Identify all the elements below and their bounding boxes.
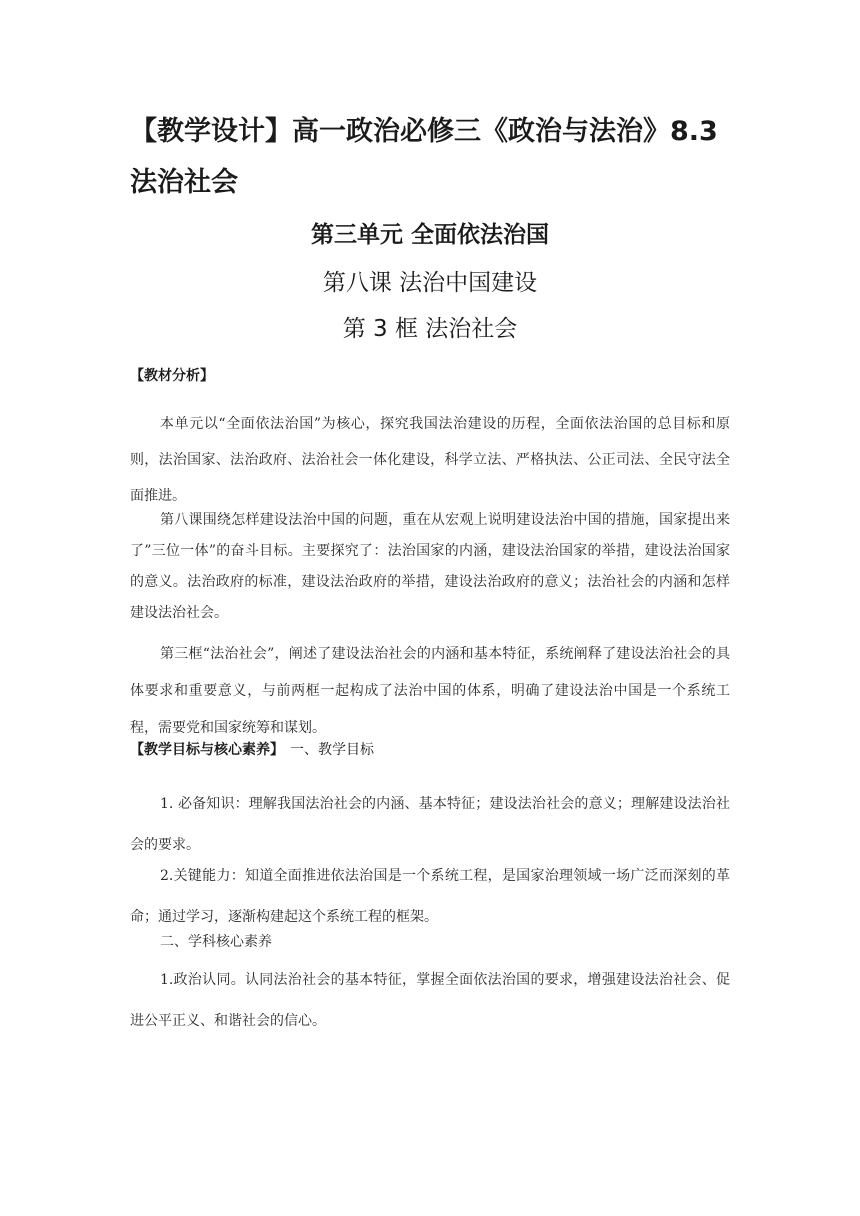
analysis-paragraph-1: 本单元以“全面依法治国”为核心，探究我国法治建设的历程，全面依法治国的总目标和原则，法治国家、法治政府、法治社会一体化建设，科学立法、严格执法、公正司法、全民守法全面推进。: [130, 416, 730, 504]
lesson-heading: 第八课 法治中国建设: [322, 270, 538, 296]
unit-heading: 第三单元 全面依法治国: [310, 222, 549, 248]
document-title: 【教学设计】高一政治必修三《政治与法治》8.3 法治社会: [130, 116, 718, 198]
literacy-item-1: 1.政治认同。认同法治社会的基本特征，掌握全面依法治国的要求，增强建设法治社会、促进公平正义、和谐社会的信心。: [130, 972, 730, 1029]
teaching-goals-subheading: 一、教学目标: [290, 742, 374, 758]
goals-section-label: 【教学目标与核心素养】: [130, 742, 284, 758]
analysis-paragraph-3: 第三框“法治社会”，阐述了建设法治社会的内涵和基本特征，系统阐释了建设法治社会的具体要求和重要意义，与前两框一起构成了法治中国的体系，明确了建设法治中国是一个系统工程，需要党和国家统筹和谋划。: [130, 646, 730, 736]
core-literacy-subheading: 二、学科核心素养: [160, 934, 272, 950]
analysis-section-label: 【教材分析】: [130, 368, 214, 384]
goal-item-1: 1. 必备知识：理解我国法治社会的内涵、基本特征；建设法治社会的意义；理解建设法治社会的要求。: [130, 796, 730, 853]
goal-item-2: 2.关键能力：知道全面推进依法治国是一个系统工程，是国家治理领域一场广泛而深刻的革命；通过学习，逐渐构建起这个系统工程的框架。: [130, 868, 730, 925]
frame-heading: 第 3 框 法治社会: [342, 316, 518, 342]
goals-section-line: [130, 739, 374, 759]
analysis-paragraph-2: 第八课围绕怎样建设法治中国的问题，重在从宏观上说明建设法治中国的措施，国家提出来了”三位一体”的奋斗目标。主要探究了：法治国家的内涵，建设法治国家的举措，建设法治国家的意义。法治政府的标准，建设法治政府的举措，建设法治政府的意义；法治社会的内涵和怎样建设法治社会。: [130, 512, 730, 621]
